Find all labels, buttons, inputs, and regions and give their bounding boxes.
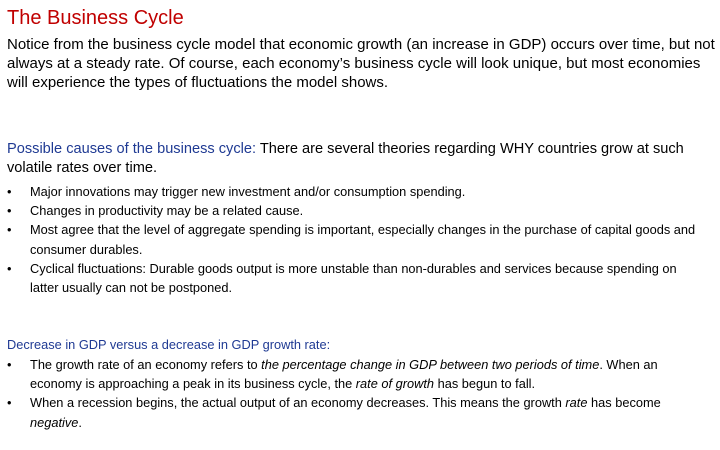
gdp-list-item <box>7 393 707 431</box>
gdp-item-text <box>30 357 658 391</box>
gdp-item-1-part-2: . When an economy is approaching a peak in its business cycle, the <box>30 357 658 392</box>
bullet: • <box>7 395 12 411</box>
causes-list-item <box>7 182 707 201</box>
gdp-item-2-part-3: . <box>78 414 82 430</box>
gdp-item-1-italic-1: the percentage change in GDP between two periods of time <box>261 357 600 372</box>
gdp-item-2-italic-1: rate <box>565 395 588 411</box>
causes-intro-text: There are several theories regarding WHY countries grow at such volatile rates over time. <box>7 141 684 176</box>
bullet: • <box>7 260 12 276</box>
bullet: • <box>7 357 12 372</box>
causes-list-item <box>7 220 707 258</box>
bullet: • <box>7 184 12 199</box>
causes-list <box>7 182 707 297</box>
bullet: • <box>7 203 12 219</box>
slide-title: The Business Cycle <box>7 7 184 29</box>
causes-paragraph <box>7 140 715 178</box>
causes-heading: Possible causes of the business cycle: <box>7 141 257 157</box>
causes-item-text: Major innovations may trigger new investment and/or consumption spending. <box>30 184 466 199</box>
causes-item-text: Cyclical fluctuations: Durable goods output is more unstable than non-durables and services because spending on latter usually can not be postponed. <box>30 260 677 296</box>
intro-paragraph: Notice from the business cycle model that economic growth (an increase in GDP) occurs over time, but not always at a steady rate. Of course, each economy’s business cycle will look unique, but most economies will experience the types of fluctuations the model shows. <box>7 36 715 91</box>
causes-list-item <box>7 259 707 297</box>
gdp-list-item <box>7 355 707 393</box>
gdp-item-2-part-2: has become <box>587 395 661 411</box>
gdp-item-2-part-1: When a recession begins, the actual output of an economy decreases. This means the growth <box>30 395 566 411</box>
gdp-item-1-part-1: The growth rate of an economy refers to <box>30 357 262 372</box>
causes-item-text: Changes in productivity may be a related cause. <box>30 203 304 219</box>
bullet: • <box>7 222 12 238</box>
gdp-item-1-part-3: has begun to fall. <box>434 376 536 392</box>
causes-item-text: Most agree that the level of aggregate spending is important, especially changes in the purchase of capital goods and consumer durables. <box>30 222 696 257</box>
causes-list-item <box>7 201 707 220</box>
gdp-list <box>7 355 707 432</box>
gdp-item-2-italic-2: negative <box>30 414 79 430</box>
gdp-item-text <box>30 395 661 429</box>
gdp-item-1-italic-2: rate of growth <box>355 376 435 392</box>
gdp-heading: Decrease in GDP versus a decrease in GDP growth rate: <box>7 337 331 352</box>
